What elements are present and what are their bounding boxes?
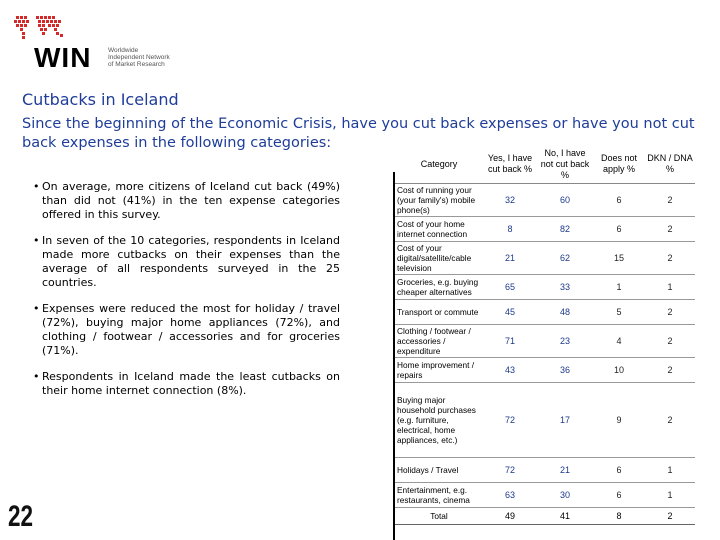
finding-item: • Respondents in Iceland made the least cutbacks on their home internet connection (8%). (30, 370, 340, 398)
win-wordmark: WIN (34, 42, 92, 73)
cutbacks-table (395, 145, 695, 525)
finding-item: • In seven of the 10 categories, respondents in Iceland made more cutbacks on their expenses than the average of all respondents surveyed in the 25 countries. (30, 234, 340, 290)
table-row: Buying major household purchases (e.g. furniture, electrical, home appliances, etc.) 72 17 9 2 (395, 383, 695, 458)
survey-question: Since the beginning of the Economic Crisis, have you cut back expenses or have you not cut back expenses in the following categories: (22, 116, 695, 151)
table-row: Home improvement / repairs 43 36 10 2 (395, 358, 695, 383)
findings-list (30, 180, 340, 410)
page-title: Cutbacks in Iceland (22, 90, 179, 109)
table-header-row (395, 145, 695, 184)
header-no: No, I have not cut back % (537, 145, 593, 184)
header-category: Category (395, 145, 483, 184)
table-row: Cost of your home internet connection 8 82 6 2 (395, 217, 695, 242)
logo-tagline: Worldwide Independent Network of Market Research (108, 47, 170, 68)
table-row: Holidays / Travel 72 21 6 1 (395, 458, 695, 483)
header-not-apply: Does not apply % (593, 145, 645, 184)
table-row: Groceries, e.g. buying cheaper alternatives 65 33 1 1 (395, 275, 695, 300)
table-row: Entertainment, e.g. restaurants, cinema 63 30 6 1 (395, 483, 695, 508)
header-dkn: DKN / DNA % (645, 145, 695, 184)
table-total-row: Total 49 41 8 2 (395, 508, 695, 525)
finding-item: • On average, more citizens of Iceland cut back (49%) than did not (41%) in the ten expense categories offered in this survey. (30, 180, 340, 222)
table-row: Clothing / footwear / accessories / expenditure 71 23 4 2 (395, 325, 695, 358)
table-row: Transport or commute 45 48 5 2 (395, 300, 695, 325)
win-logo (8, 12, 178, 72)
page-number: 22 (8, 500, 34, 533)
finding-item: • Expenses were reduced the most for holiday / travel (72%), buying major home appliances (72%), and clothing / footwear / accessories and for groceries (71%). (30, 302, 340, 358)
header-yes: Yes, I have cut back % (483, 145, 537, 184)
table-row: Cost of running your (your family's) mobile phone(s) 32 60 6 2 (395, 184, 695, 217)
table-row: Cost of your digital/satellite/cable television 21 62 15 2 (395, 242, 695, 275)
